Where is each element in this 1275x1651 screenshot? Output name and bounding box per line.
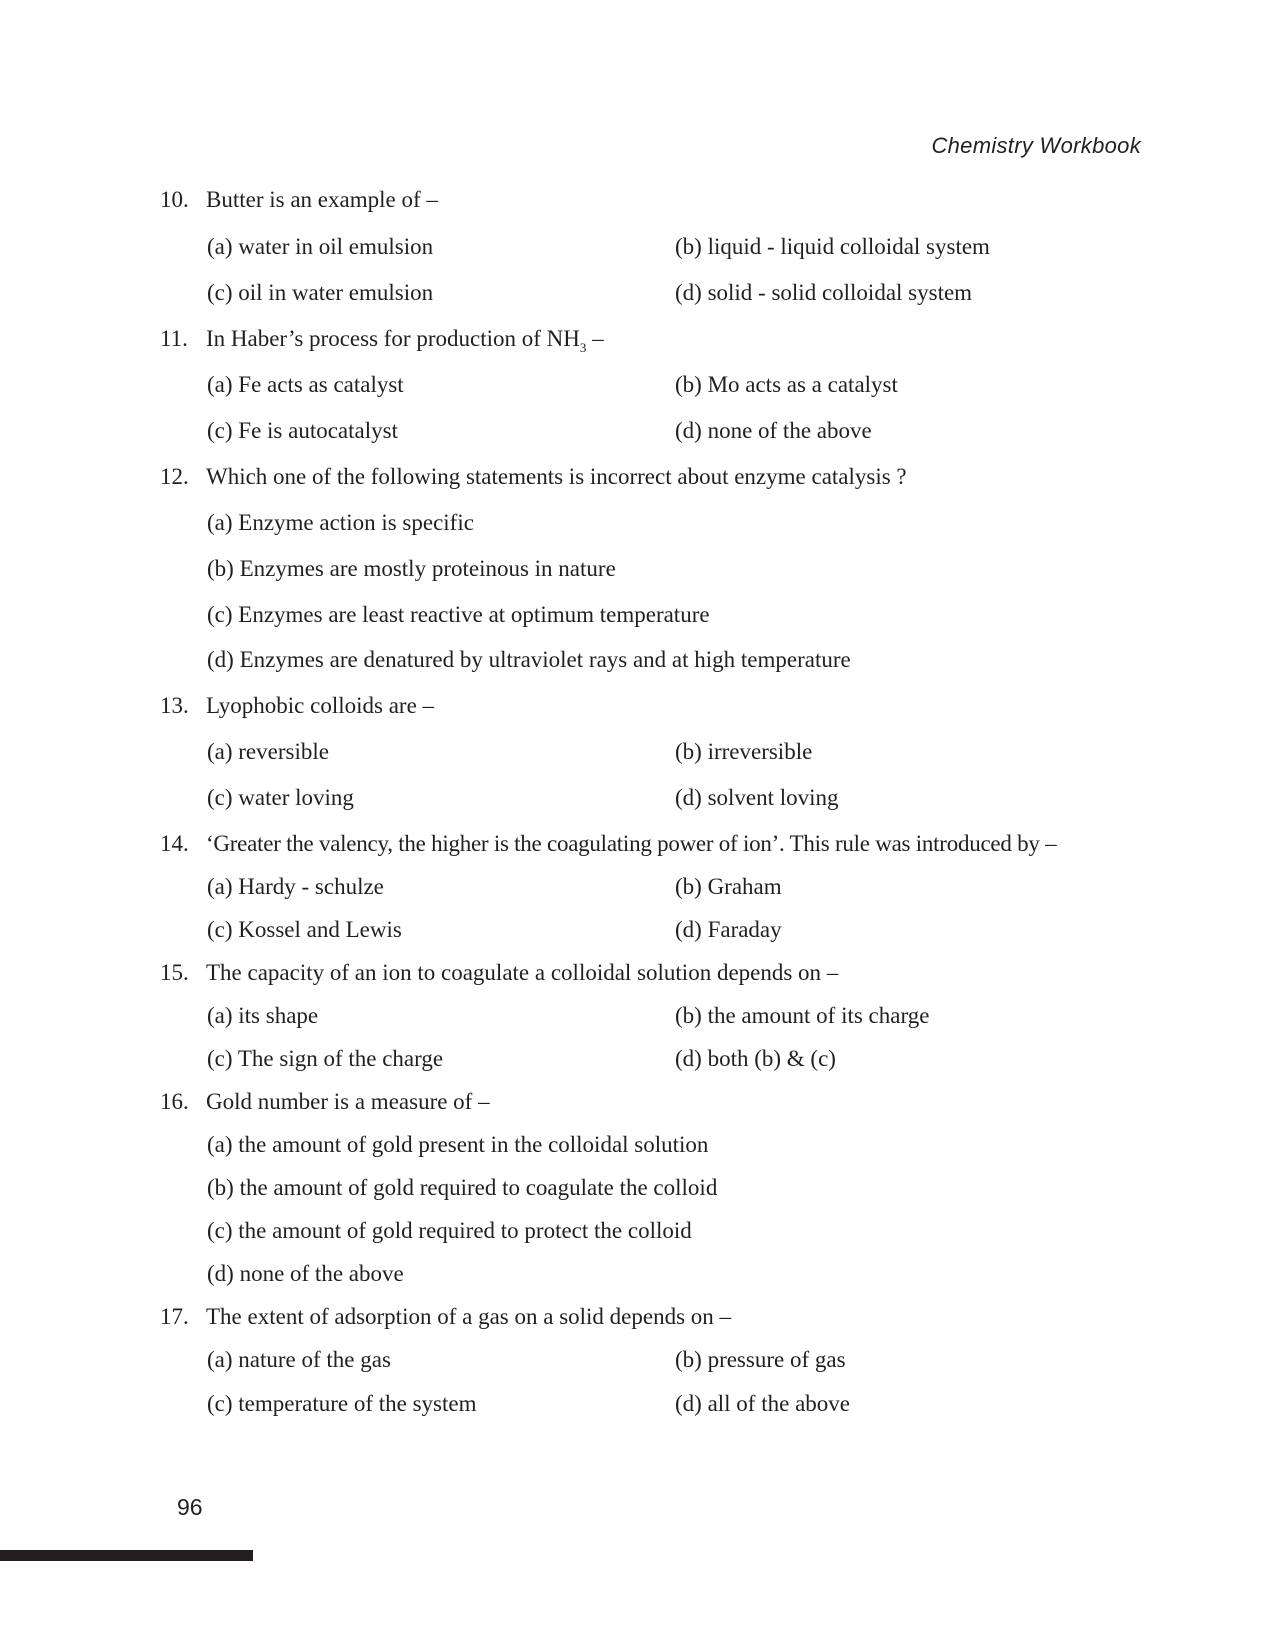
question-10 [160, 185, 1120, 215]
question-13 [160, 691, 1120, 721]
option-c: (c) Fe is autocatalyst [207, 418, 398, 443]
question-number: 10. [160, 187, 189, 212]
question-number: 13. [160, 693, 189, 718]
question-number: 12. [160, 464, 189, 489]
option-d: (d) solid - solid colloidal system [675, 280, 973, 305]
question-text: Which one of the following statements is incorrect about enzyme catalysis ? [206, 464, 907, 489]
option-a: (a) Enzyme action is specific [207, 510, 474, 535]
question-text: ‘Greater the valency, the higher is the coagulating power of ion’. This rule was introduced by – [206, 831, 1057, 856]
option-a: (a) reversible [207, 739, 329, 764]
footer-bar [0, 1550, 253, 1561]
option-d: (d) none of the above [675, 418, 872, 443]
question-text: Gold number is a measure of – [206, 1089, 490, 1114]
option-c: (c) water loving [207, 785, 354, 810]
option-c: (c) the amount of gold required to protect the colloid [207, 1218, 692, 1243]
question-number: 17. [160, 1304, 189, 1329]
option-c: (c) oil in water emulsion [207, 280, 434, 305]
running-header: Chemistry Workbook [931, 133, 1141, 158]
question-12 [160, 462, 1120, 492]
question-number: 15. [160, 960, 189, 985]
option-c: (c) The sign of the charge [207, 1046, 444, 1071]
question-number: 11. [160, 326, 188, 351]
option-b: (b) irreversible [675, 739, 813, 764]
option-d: (d) solvent loving [675, 785, 839, 810]
option-a: (a) Fe acts as catalyst [207, 372, 404, 397]
option-c: (c) Kossel and Lewis [207, 917, 402, 942]
option-d: (d) none of the above [207, 1261, 404, 1286]
option-b: (b) liquid - liquid colloidal system [675, 234, 990, 259]
option-d: (d) all of the above [675, 1391, 850, 1416]
question-15 [160, 958, 1120, 988]
option-b: (b) the amount of its charge [675, 1003, 930, 1028]
option-a: (a) water in oil emulsion [207, 234, 434, 259]
question-text: The capacity of an ion to coagulate a colloidal solution depends on – [206, 960, 839, 985]
option-d: (d) Enzymes are denatured by ultraviolet rays and at high temperature [207, 647, 851, 672]
question-text: The extent of adsorption of a gas on a solid depends on – [206, 1304, 732, 1329]
option-d: (d) both (b) & (c) [675, 1046, 836, 1071]
option-c: (c) temperature of the system [207, 1391, 477, 1416]
question-number: 16. [160, 1089, 189, 1114]
question-text: Butter is an example of – [206, 187, 438, 212]
option-b: (b) Mo acts as a catalyst [675, 372, 898, 397]
option-b: (b) Enzymes are mostly proteinous in nature [207, 556, 616, 581]
option-a: (a) its shape [207, 1003, 319, 1028]
option-a: (a) the amount of gold present in the colloidal solution [207, 1132, 709, 1157]
page-number: 96 [177, 1494, 203, 1520]
question-text: Lyophobic colloids are – [206, 693, 435, 718]
option-a: (a) Hardy - schulze [207, 874, 384, 899]
option-a: (a) nature of the gas [207, 1347, 391, 1372]
option-d: (d) Faraday [675, 917, 782, 942]
question-11 [160, 324, 1120, 354]
question-17 [160, 1302, 1120, 1332]
option-b: (b) pressure of gas [675, 1347, 846, 1372]
question-14 [160, 829, 1120, 859]
question-text: In Haber’s process for production of $NH_3$ – [206, 326, 604, 355]
question-number: 14. [160, 831, 189, 856]
option-b: (b) the amount of gold required to coagulate the colloid [207, 1175, 718, 1200]
option-c: (c) Enzymes are least reactive at optimum temperature [207, 602, 710, 627]
question-16 [160, 1087, 1120, 1117]
option-b: (b) Graham [675, 874, 782, 899]
subscript: 3 [579, 340, 587, 355]
